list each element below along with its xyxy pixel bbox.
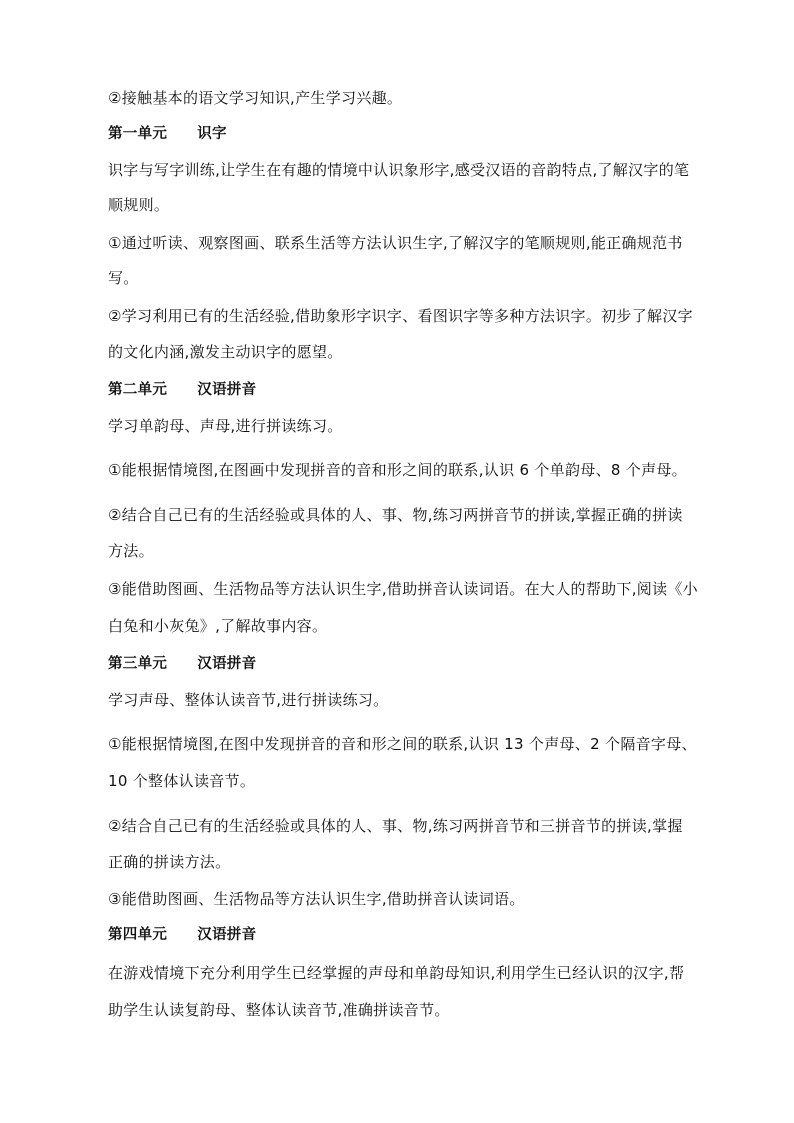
paragraph-line: ②结合自己已有的生活经验或具体的人、事、物,练习两拼音节和三拼音节的拼读,掌握: [108, 817, 683, 835]
paragraph-line: 白兔和小灰兔》,了解故事内容。: [108, 617, 328, 635]
paragraph-line: ②接触基本的语文学习知识,产生学习兴趣。: [108, 89, 403, 107]
paragraph-line: ①通过听读、观察图画、联系生活等方法认识生字,了解汉字的笔顺规则,能正确规范书: [108, 234, 683, 252]
heading-unit: 第三单元: [108, 656, 168, 672]
heading-topic: 汉语拼音: [197, 382, 257, 398]
paragraph-line: 10 个整体认读音节。: [108, 772, 256, 790]
section-heading-unit-1: [108, 124, 227, 144]
paragraph-line: 的文化内涵,激发主动识字的愿望。: [108, 343, 343, 361]
heading-unit: 第二单元: [108, 382, 168, 398]
paragraph-line: 顺规则。: [108, 196, 170, 214]
heading-topic: 识字: [197, 126, 227, 142]
section-heading-unit-3: [108, 654, 256, 674]
heading-unit: 第四单元: [108, 927, 168, 943]
paragraph-line: ③能借助图画、生活物品等方法认识生字,借助拼音认读词语。: [108, 890, 525, 908]
paragraph-line: 学习单韵母、声母,进行拼读练习。: [108, 417, 343, 435]
heading-unit: 第一单元: [108, 126, 168, 142]
paragraph-line: ②结合自己已有的生活经验或具体的人、事、物,练习两拼音节的拼读,掌握正确的拼读: [108, 506, 683, 524]
heading-topic: 汉语拼音: [197, 656, 257, 672]
paragraph-line: 正确的拼读方法。: [108, 853, 231, 871]
section-heading-unit-4: [108, 925, 256, 945]
heading-topic: 汉语拼音: [197, 927, 257, 943]
paragraph-line: 在游戏情境下充分利用学生已经掌握的声母和单韵母知识,利用学生已经认识的汉字,帮: [108, 964, 685, 982]
paragraph-line: 助学生认读复韵母、整体认读音节,准确拼读音节。: [108, 1001, 450, 1019]
section-heading-unit-2: [108, 380, 256, 400]
paragraph-line: ①能根据情境图,在图中发现拼音的音和形之间的联系,认识 13 个声母、2 个隔音字母、: [108, 735, 697, 753]
paragraph-line: ③能借助图画、生活物品等方法认识生字,借助拼音认读词语。在大人的帮助下,阅读《小: [108, 580, 698, 598]
paragraph-line: 识字与写字训练,让学生在有趣的情境中认识象形字,感受汉语的音韵特点,了解汉字的笔: [108, 161, 690, 179]
paragraph-line: ①能根据情境图,在图画中发现拼音的音和形之间的联系,认识 6 个单韵母、8 个声母。: [108, 461, 687, 479]
paragraph-line: 写。: [108, 269, 139, 287]
paragraph-line: 学习声母、整体认读音节,进行拼读练习。: [108, 691, 389, 709]
paragraph-line: 方法。: [108, 542, 154, 560]
paragraph-line: ②学习利用已有的生活经验,借助象形字识字、看图识字等多种方法识字。初步了解汉字: [108, 307, 693, 325]
